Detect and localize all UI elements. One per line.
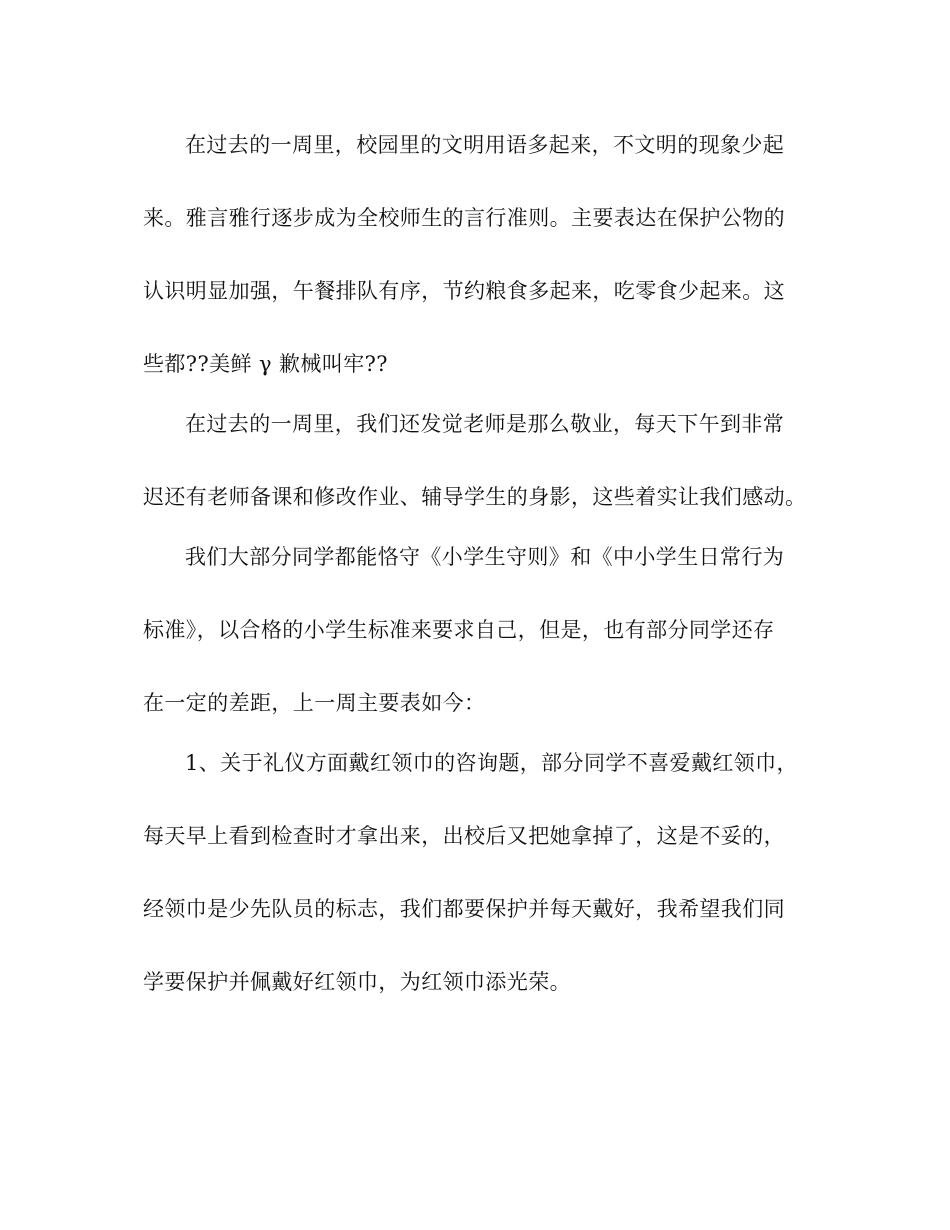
paragraph-1-line-2: 来。雅言雅行逐步成为全校师生的言行准则。主要表达在保护公物的: [143, 206, 785, 230]
paragraph-2-line-1: 在过去的一周里，我们还发觉老师是那么敬业，每天下午到非常: [185, 412, 785, 436]
paragraph-1-line-1: 在过去的一周里，校园里的文明用语多起来，不文明的现象少起: [185, 133, 785, 157]
paragraph-2-line-2: 迟还有老师备课和修改作业、辅导学生的身影，这些着实让我们感动。: [143, 485, 807, 509]
paragraph-4-line-2: 每天早上看到检查时才拿出来，出校后又把她拿掉了，这是不妥的，: [143, 824, 785, 848]
paragraph-4-line-1: 1、关于礼仪方面戴红领巾的咨询题，部分同学不喜爱戴红领巾，: [185, 751, 798, 775]
paragraph-1-line-4: 些都??美鲜 γ 歉械叫牢??: [143, 352, 388, 376]
paragraph-4-line-3: 经领巾是少先队员的标志，我们都要保护并每天戴好，我希望我们同: [143, 897, 785, 921]
paragraph-3-line-3: 在一定的差距，上一周主要表如今：: [143, 691, 486, 715]
paragraph-1-line-3: 认识明显加强，午餐排队有序，节约粮食多起来，吃零食少起来。这: [143, 279, 785, 303]
paragraph-3-line-1: 我们大部分同学都能恪守《小学生守则》和《中小学生日常行为: [185, 545, 785, 569]
paragraph-4-line-4: 学要保护并佩戴好红领巾，为红领巾添光荣。: [143, 970, 571, 994]
paragraph-3-line-2: 标准》，以合格的小学生标准来要求自己，但是，也有部分同学还存: [143, 618, 775, 642]
